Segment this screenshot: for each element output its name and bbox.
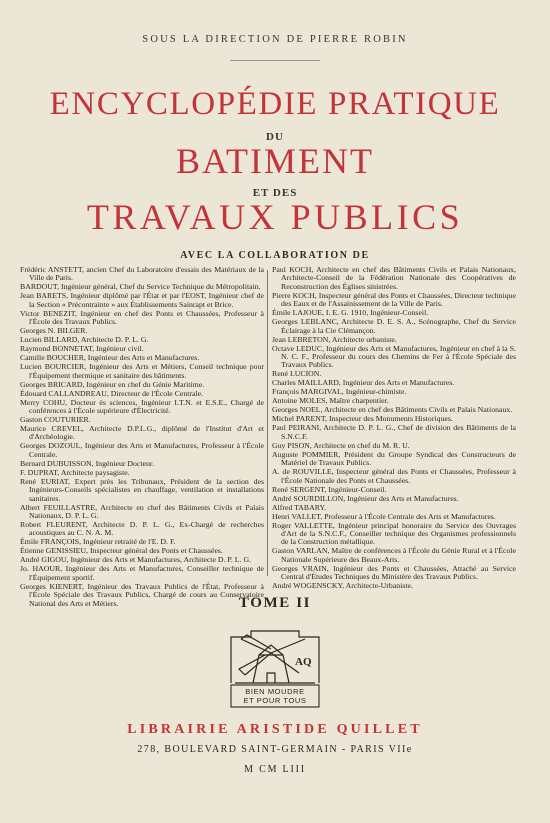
tome-label: TOME II — [238, 595, 312, 611]
contributor-entry: A. de ROUVILLE, Inspecteur général des Ponts et Chaussées, Professeur à l'École Nationale des Ponts et Chaussées. — [272, 467, 516, 485]
contributor-entry: Georges KIENERT, Ingénieur des Travaux Publics de l'État, Professeur à l'École Spéciale des Travaux Publics, Chargé de cours au Conservatoire National des Arts et Métiers. — [20, 581, 264, 608]
title-line-encyclopedie: ENCYCLOPÉDIE PRATIQUE — [49, 86, 501, 122]
contributor-entry: Pierre KOCH, Inspecteur général des Ponts et Chaussées, Directeur technique des Eaux et de l'Assainissement de la Ville de Paris. — [272, 290, 516, 309]
contributor-entry: Henri VALLET, Professeur à l'École Centrale des Arts et Manufactures. — [272, 511, 496, 521]
contributor-entry: Raymond BONNETAT, Ingénieur civil. — [20, 344, 144, 354]
contributor-entry: Albert FEUILLASTRE, Architecte en chef des Bâtiments Civils et Palais Nationaux, D. P. L. G. — [20, 502, 264, 521]
contributor-entry: Émile FRANÇOIS, Ingénieur retraité de l'E. D. F. — [20, 537, 176, 547]
logo-monogram: AQ — [295, 656, 312, 668]
column-divider — [267, 270, 268, 576]
contributor-entry: Charles MAILLARD, Ingénieur des Arts et Manufactures. — [272, 378, 455, 388]
title-line-travaux-publics: TRAVAUX PUBLICS — [86, 197, 464, 237]
contributor-entry: André WOGENSCKY, Architecte-Urbaniste. — [272, 581, 413, 591]
contributors-right-column — [272, 266, 516, 591]
contributors-left-column — [20, 266, 264, 609]
logo-motto-line-1: BIEN MOUDRE — [245, 687, 305, 696]
contributor-entry: François MARGIVAL, Ingénieur-chimiste. — [272, 387, 407, 397]
title-et-des: ET DES — [252, 187, 298, 199]
title-line-batiment: BATIMENT — [176, 141, 374, 181]
collaboration-heading: AVEC LA COLLABORATION DE — [180, 250, 370, 261]
publisher-name: LIBRAIRIE ARISTIDE QUILLET — [127, 722, 423, 737]
contributor-entry: René SERGENT, Ingénieur-Conseil. — [272, 484, 387, 494]
contributor-entry: Gaston VARLAN, Maître de conférences à l'École du Génie Rural et à l'École Nationale Supérieure des Beaux-Arts. — [272, 546, 516, 564]
contributor-entry: Robert FLEURENT, Architecte D. P. L. G., Ex-Chargé de recherches acoustiques au C. N. A. M. — [20, 520, 264, 538]
contributor-entry: Octave LEDUC, Ingénieur des Arts et Manufactures, Ingénieur en chef à la S. N. C. F., Professeur du cours des Chemins de Fer à l'École Spéciale des Travaux Publics. — [272, 343, 516, 370]
contributor-entry: Georges BRICARD, Ingénieur en chef du Génie Maritime. — [20, 379, 205, 389]
contributor-entry: Guy PISON, Architecte en chef du M. R. U. — [272, 440, 410, 450]
contributor-entry: Georges VRAIN, Ingénieur des Ponts et Chaussées, Attaché au Service Central d'Études Techniques du Ministère des Travaux Publics. — [272, 563, 516, 582]
contributor-entry: Antoine MOLES, Maître charpentier. — [272, 396, 389, 406]
contributor-entry: André SOURDILLON, Ingénieur des Arts et Manufactures. — [272, 493, 459, 503]
contributor-entry: Merry COHU, Docteur ès sciences, Ingénieur I.T.N. et E.S.E., Chargé de conférences à l'École supérieure d'Électricité. — [20, 397, 264, 416]
contributor-entry: Jean BARETS, Ingénieur diplômé par l'État et par l'EOST, Ingénieur chef de la Section « Précontrainte » aux Établissements Sainrapt et Brice. — [20, 291, 264, 309]
contributor-entry: F. DUPRAT, Architecte paysagiste. — [20, 467, 130, 477]
contributor-entry: Georges N. BILGER. — [20, 326, 88, 336]
top-rule — [230, 60, 320, 61]
title-du: DU — [266, 131, 284, 143]
publisher-address: 278, BOULEVARD SAINT-GERMAIN - PARIS VIIe — [137, 744, 413, 755]
contributor-entry: BARDOUT, Ingénieur général, Chef du Service Technique du Métropolitain. — [20, 282, 261, 292]
contributor-entry: Édouard CALLANDREAU, Directeur de l'École Centrale. — [20, 388, 204, 398]
contributor-entry: Paul PEIRANI, Architecte D. P. L. G., Chef de division des Bâtiments de la S.N.C.F. — [272, 423, 516, 441]
contributor-entry: Auguste POMMIER, Président du Groupe Syndical des Constructeurs de Matériel de Travaux Publics. — [272, 449, 516, 468]
contributor-entry: Jean LEBRETON, Architecte urbaniste. — [272, 334, 397, 344]
contributor-entry: Victor BENEZIT, Ingénieur en chef des Ponts et Chaussées, Professeur à l'École des Travaux Publics. — [20, 308, 264, 327]
contributor-entry: Bernard DUBUISSON, Ingénieur Docteur. — [20, 458, 155, 468]
contributor-entry: Camille BOUCHER, Ingénieur des Arts et Manufactures. — [20, 353, 200, 363]
contributor-entry: Maurice CREVEL, Architecte D.P.L.G., diplômé de l'Institut d'Art et d'Archéologie. — [20, 424, 264, 442]
contributor-entry: Étienne GENISSIEU, Inspecteur général des Ponts et Chaussées. — [20, 546, 223, 556]
contributor-entry: Frédéric ANSTETT, ancien Chef du Laboratoire d'essais des Matériaux de la Ville de Paris. — [20, 265, 264, 283]
publication-year: M CM LIII — [244, 764, 306, 775]
contributor-entry: Georges NOEL, Architecte en chef des Bâtiments Civils et Palais Nationaux. — [272, 405, 513, 415]
logo-motto-line-2: ET POUR TOUS — [243, 696, 307, 705]
contributor-entry: Jo. HAOUR, Ingénieur des Arts et Manufactures, Conseiller technique de l'Équipement sportif. — [20, 564, 264, 582]
contributor-entry: Michel PARENT, Inspecteur des Monuments Historiques. — [272, 414, 453, 424]
contributor-entry: René LUCION. — [272, 369, 322, 379]
contributor-entry: Émile LAJOUE, I. E. G. 1910, Ingénieur-Conseil. — [272, 308, 429, 318]
contributor-entry: Paul KOCH, Architecte en chef des Bâtiments Civils et Palais Nationaux, Architecte-Conseil de la Fédération Nationale des Coopératives de Reconstruction des Églises sinistrées. — [272, 265, 516, 291]
contributor-entry: Lucien BILLARD, Architecte D. P. L. G. — [20, 335, 149, 345]
contributor-entry: André GIGOU, Ingénieur des Arts et Manufactures, Architecte D. P. L. G. — [20, 555, 252, 565]
contributor-entry: Georges LEBLANC, Architecte D. E. S. A., Scénographe, Chef du Service Éclairage à la Cie Clémançon. — [272, 317, 516, 335]
contributor-entry: Georges DOZOUL, Ingénieur des Arts et Manufactures, Professeur à l'École Centrale. — [20, 441, 264, 459]
contributor-entry: Lucien BOURCIER, Ingénieur des Arts et Métiers, Conseil technique pour l'Équipement thermique et sanitaire des bâtiments. — [20, 362, 264, 380]
direction-line: SOUS LA DIRECTION DE PIERRE ROBIN — [142, 34, 408, 45]
contributor-entry: Alfred TABARY. — [272, 502, 327, 512]
contributor-entry: Roger VALLETTE, Ingénieur principal honoraire du Service des Ouvrages d'Art de la S.N.C.F., Conseiller technique des Organismes professionnels de la Construction métallique. — [272, 520, 516, 547]
contributor-entry: René EURIAT, Expert près les Tribunaux, Président de la section des Ingénieurs-Conseils spécialistes en chauffage, ventilation et installations sanitaires. — [20, 476, 264, 503]
contributor-entry: Gaston COUTURIER. — [20, 415, 91, 425]
